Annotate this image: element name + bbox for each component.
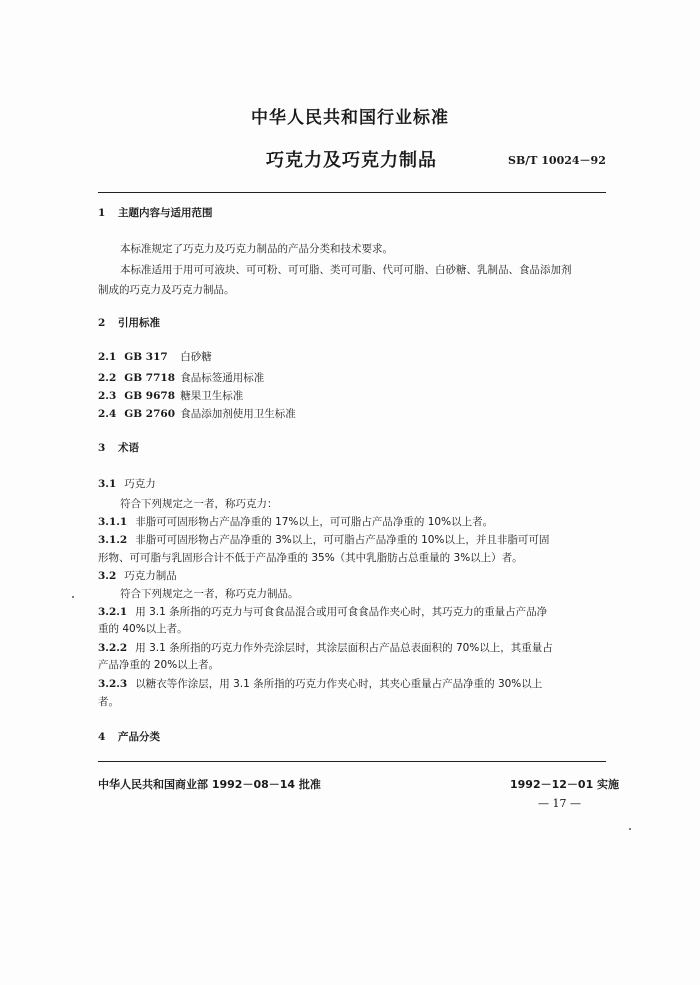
clause-3-2-heading xyxy=(98,569,177,583)
standard-category-title: 中华人民共和国行业标准 xyxy=(251,108,449,128)
reference-title: 白砂糖 xyxy=(180,351,212,363)
section-1-paragraph-2-line-2: 制成的巧克力及巧克力制品。 xyxy=(98,284,235,296)
clause-number: 3.2.3 xyxy=(98,678,128,690)
scan-speck xyxy=(72,596,74,598)
reference-number: 2.2 xyxy=(98,372,117,384)
clause-3-2-intro: 符合下列规定之一者，称巧克力制品。 xyxy=(120,588,299,600)
section-2-heading xyxy=(98,316,160,330)
clause-3-1-2-line-1 xyxy=(98,533,549,547)
reference-code: GB 7718 xyxy=(124,372,176,384)
section-title: 引用标准 xyxy=(118,317,160,329)
clause-text: 用 3.1 条所指的巧克力作外壳涂层时，其涂层面积占产品总表面积的 70%以上，其重量占 xyxy=(135,642,553,654)
clause-3-1-2-line-2: 形物、可可脂与乳固形合计不低于产品净重的 35%（其中乳脂肪占总重量的 3%以上）者。 xyxy=(98,552,523,564)
clause-3-1-heading xyxy=(98,477,156,491)
clause-text: 以糖衣等作涂层，用 3.1 条所指的巧克力作夹心时，其夹心重量占产品净重的 30%以上 xyxy=(135,678,543,690)
reference-item xyxy=(98,350,212,364)
section-title: 产品分类 xyxy=(118,731,160,743)
clause-3-2-1-line-1 xyxy=(98,605,547,619)
page-number: — 17 — xyxy=(538,797,581,810)
footer-divider xyxy=(98,761,606,762)
section-title: 主题内容与适用范围 xyxy=(118,207,213,219)
approval-line: 中华人民共和国商业部 1992－08－14 批准 xyxy=(98,778,321,791)
clause-text: 非脂可可固形物占产品净重的 3%以上，可可脂占产品净重的 10%以上，并且非脂可可固 xyxy=(135,534,550,546)
scan-speck xyxy=(629,828,631,830)
effective-date: 1992－12－01 实施 xyxy=(510,778,620,791)
clause-3-2-1-line-2: 重的 40%以上者。 xyxy=(98,623,188,635)
reference-item xyxy=(98,389,243,403)
document-code: SB/T 10024－92 xyxy=(508,154,606,167)
section-1-paragraph-2-line-1: 本标准适用于用可可液块、可可粉、可可脂、类可可脂、代可可脂、白砂糖、乳制品、食品添加剂 xyxy=(120,264,572,276)
reference-number: 2.1 xyxy=(98,351,117,363)
clause-3-2-3-line-2: 者。 xyxy=(98,696,119,708)
reference-item xyxy=(98,407,296,421)
reference-title: 食品标签通用标准 xyxy=(180,372,265,384)
clause-number: 3.2 xyxy=(98,570,117,582)
document-title: 巧克力及巧克力制品 xyxy=(266,150,437,171)
clause-number: 3.1.1 xyxy=(98,516,128,528)
reference-title: 糖果卫生标准 xyxy=(180,390,244,402)
clause-3-2-2-line-2: 产品净重的 20%以上者。 xyxy=(98,659,220,671)
section-number: 1 xyxy=(98,207,106,219)
section-number: 3 xyxy=(98,442,106,454)
clause-title: 巧克力制品 xyxy=(124,570,177,582)
section-number: 2 xyxy=(98,317,106,329)
reference-title: 食品添加剂使用卫生标准 xyxy=(180,408,296,420)
clause-text: 用 3.1 条所指的巧克力与可食食品混合或用可食食品作夹心时，其巧克力的重量占产品净 xyxy=(135,606,548,618)
section-4-heading xyxy=(98,730,160,744)
clause-number: 3.1 xyxy=(98,478,117,490)
clause-3-1-intro: 符合下列规定之一者，称巧克力： xyxy=(120,498,278,510)
clause-3-1-1 xyxy=(98,515,493,529)
header-divider xyxy=(98,192,606,193)
clause-number: 3.2.2 xyxy=(98,642,128,654)
section-3-heading xyxy=(98,441,139,455)
section-title: 术语 xyxy=(118,442,139,454)
section-1-heading xyxy=(98,206,213,220)
reference-number: 2.3 xyxy=(98,390,117,402)
reference-item xyxy=(98,371,264,385)
clause-number: 3.1.2 xyxy=(98,534,128,546)
clause-3-2-3-line-1 xyxy=(98,677,542,691)
reference-code: GB 9678 xyxy=(124,390,176,402)
clause-number: 3.2.1 xyxy=(98,606,128,618)
reference-number: 2.4 xyxy=(98,408,117,420)
section-1-paragraph-1: 本标准规定了巧克力及巧克力制品的产品分类和技术要求。 xyxy=(120,243,393,255)
section-number: 4 xyxy=(98,731,106,743)
clause-title: 巧克力 xyxy=(124,478,156,490)
clause-3-2-2-line-1 xyxy=(98,641,553,655)
reference-code: GB 2760 xyxy=(124,408,176,420)
reference-code: GB 317 xyxy=(124,351,168,363)
clause-text: 非脂可可固形物占产品净重的 17%以上，可可脂占产品净重的 10%以上者。 xyxy=(135,516,494,528)
